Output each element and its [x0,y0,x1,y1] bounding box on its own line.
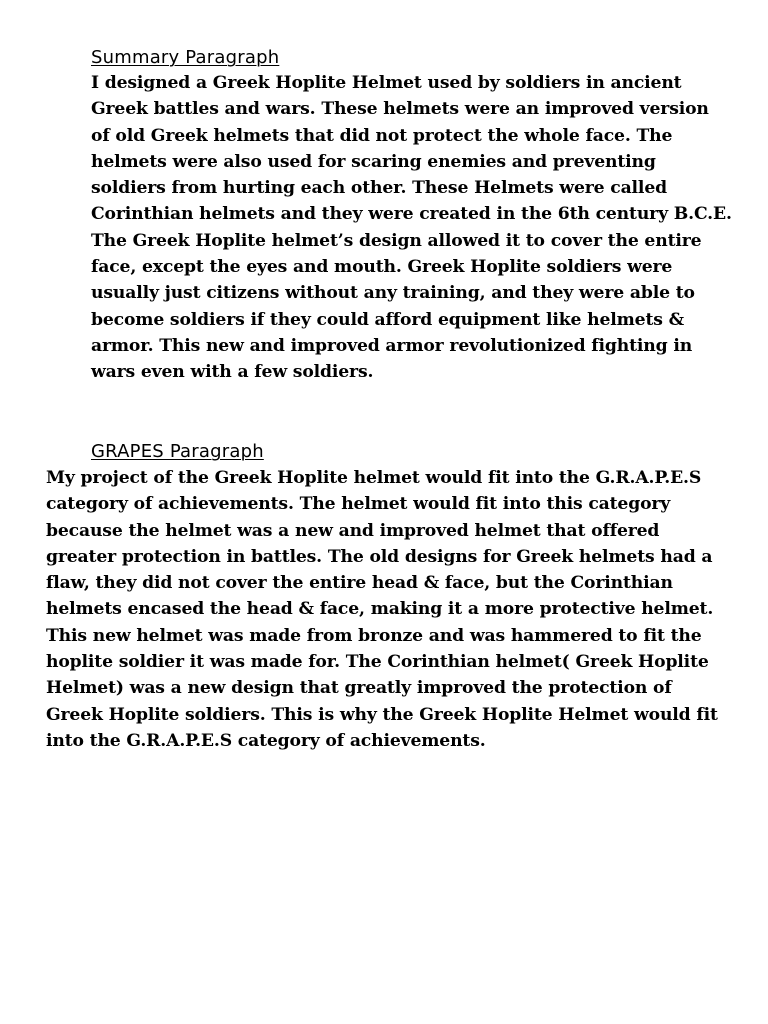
summary-line: armor. This new and improved armor revolutionized fighting in [91,335,693,356]
summary-line: face, except the eyes and mouth. Greek Hoplite soldiers were [91,257,673,278]
summary-line: become soldiers if they could afford equipment like helmets & [91,309,684,330]
grapes-line: category of achievements. The helmet would fit into this category [46,494,671,515]
grapes-heading: GRAPES Paragraph [91,441,264,462]
grapes-paragraph [46,465,718,754]
grapes-line: helmets encased the head & face, making it a more protective helmet. [46,599,714,620]
summary-line: Corinthian helmets and they were created in the 6th century B.C.E. [91,204,732,225]
grapes-line: My project of the Greek Hoplite helmet would fit into the G.R.A.P.E.S [46,468,702,488]
grapes-line: Greek Hoplite soldiers. This is why the Greek Hoplite Helmet would fit [46,704,718,725]
summary-line: The Greek Hoplite helmet’s design allowed it to cover the entire [91,230,702,251]
summary-line: wars even with a few soldiers. [91,362,374,383]
summary-line: soldiers from hurting each other. These Helmets were called [91,178,667,199]
grapes-line: flaw, they did not cover the entire head & face, but the Corinthian [46,573,673,594]
summary-line: Greek battles and wars. These helmets were an improved version [91,99,709,120]
grapes-line: Helmet) was a new design that greatly improved the protection of [46,678,672,699]
grapes-line: because the helmet was a new and improved helmet that offered [46,520,660,541]
grapes-line: hoplite soldier it was made for. The Corinthian helmet( Greek Hoplite [46,652,709,673]
summary-heading: Summary Paragraph [91,47,280,68]
grapes-line: into the G.R.A.P.E.S category of achievements. [46,730,486,751]
summary-line: I designed a Greek Hoplite Helmet used by soldiers in ancient [91,73,682,93]
summary-paragraph [91,70,732,386]
summary-line: helmets were also used for scaring enemies and preventing [91,151,656,172]
grapes-line: This new helmet was made from bronze and was hammered to fit the [46,625,702,646]
grapes-line: greater protection in battles. The old designs for Greek helmets had a [46,546,713,567]
summary-line: of old Greek helmets that did not protect the whole face. The [91,125,673,146]
summary-line: usually just citizens without any training, and they were able to [91,283,695,304]
